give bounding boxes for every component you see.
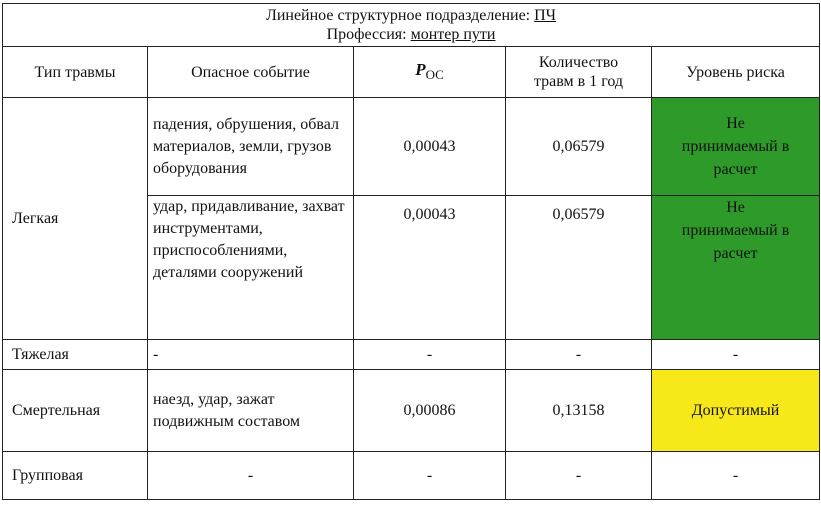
type-cell-fatal: Смертельная bbox=[3, 370, 148, 452]
table-row bbox=[3, 370, 820, 452]
risk-line3: расчет bbox=[713, 245, 758, 262]
division-value: ПЧ bbox=[534, 7, 557, 24]
p-symbol: P bbox=[415, 59, 426, 79]
risk-line3: расчет bbox=[713, 161, 758, 178]
title-row bbox=[3, 4, 820, 47]
probability-cell: 0,00043 bbox=[354, 98, 506, 196]
col-header-probability bbox=[354, 47, 506, 98]
event-cell: - bbox=[148, 340, 354, 370]
count-line1: Количество bbox=[538, 54, 619, 71]
col-header-event: Опасное событие bbox=[148, 47, 354, 98]
probability-cell: 0,00043 bbox=[354, 196, 506, 340]
risk-cell: - bbox=[652, 452, 820, 500]
type-cell-heavy: Тяжелая bbox=[3, 340, 148, 370]
table-row bbox=[3, 452, 820, 500]
count-cell: 0,06579 bbox=[506, 196, 652, 340]
table-row bbox=[3, 98, 820, 196]
risk-line1: Не bbox=[726, 115, 745, 132]
risk-line2: принимаемый в bbox=[681, 222, 790, 239]
column-header-row bbox=[3, 47, 820, 98]
probability-cell: - bbox=[354, 452, 506, 500]
probability-cell: - bbox=[354, 340, 506, 370]
risk-cell-yellow: Допустимый bbox=[652, 370, 820, 452]
p-subscript: ОС bbox=[425, 67, 444, 83]
risk-cell-green bbox=[652, 196, 820, 340]
probability-cell: 0,00086 bbox=[354, 370, 506, 452]
event-cell: удар, придавливание, захват инструментами, приспособлениями, деталями сооружений bbox=[148, 196, 354, 340]
risk-line2: принимаемый в bbox=[681, 138, 790, 155]
type-cell-light: Легкая bbox=[3, 98, 148, 340]
count-cell: 0,06579 bbox=[506, 98, 652, 196]
division-label: Линейное структурное подразделение: bbox=[265, 7, 535, 24]
count-line2: травм в 1 год bbox=[533, 73, 624, 90]
count-cell: 0,13158 bbox=[506, 370, 652, 452]
profession-value: монтер пути bbox=[410, 26, 496, 43]
col-header-count bbox=[506, 47, 652, 98]
event-cell: падения, обрушения, обвал материалов, земли, грузов оборудования bbox=[148, 98, 354, 196]
event-cell: - bbox=[148, 452, 354, 500]
table-row bbox=[3, 340, 820, 370]
type-cell-group: Групповая bbox=[3, 452, 148, 500]
event-cell: наезд, удар, зажат подвижным составом bbox=[148, 370, 354, 452]
count-cell: - bbox=[506, 452, 652, 500]
title-cell bbox=[3, 4, 820, 47]
risk-cell-green bbox=[652, 98, 820, 196]
risk-assessment-table bbox=[2, 3, 820, 500]
count-cell: - bbox=[506, 340, 652, 370]
col-header-type: Тип травмы bbox=[3, 47, 148, 98]
risk-cell: - bbox=[652, 340, 820, 370]
profession-label: Профессия: bbox=[326, 26, 411, 43]
col-header-risk: Уровень риска bbox=[652, 47, 820, 98]
risk-line1: Не bbox=[726, 199, 745, 216]
